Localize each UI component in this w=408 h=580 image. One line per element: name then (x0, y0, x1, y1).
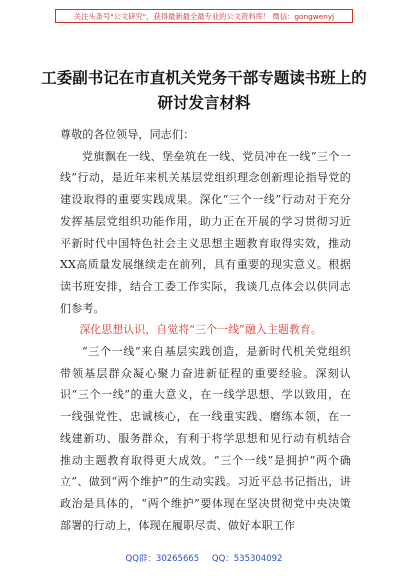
header-banner: 关注头条号"公文研究"，获得最新最全最专业的公文资料库！ 微信：gongwenyj (55, 9, 353, 23)
section-heading: 深化思想认识，自觉将“三个一线”融入主题教育。 (79, 323, 322, 337)
document-body (60, 124, 351, 536)
salutation: 尊敬的各位领导，同志们： (60, 128, 195, 141)
footer-qq-group: QQ群：30265665 (125, 554, 200, 564)
footer-contact (0, 552, 408, 564)
footer-qq: QQ：535304092 (211, 554, 283, 564)
paragraph-intro: 党旗飘在一线、堡垒筑在一线、党员冲在一线“三个一线”行动，是近年来机关基层党组织理念创新理论指导党的建设取得的重要实践成果。深化“三个一线”行动对于充分发挥基层党组织功能作用，助力正在开展的学习贯彻习近平新时代中国特色社会主义思想主题教育取得实效，推动XX高质量发展继续走在前列，具有重要的现实意义。根据读书班安排，结合工委工作实际，我谈几点体会以供同志们参考。 (60, 149, 351, 315)
paragraph-body: “三个一线”来自基层实践创造，是新时代机关党组织带领基层群众凝心聚力奋进新征程的重要经验。深刻认识“三个一线”的重大意义，在一线学思想、学以致用，在一线强党性、忠诚核心，在一线重实践、磨练本领，在一线建新功、服务群众，有利于将学思想和见行动有机结合推动主题教育取得更大成效。“三个一线”是拥护“两个确立”、做到“两个维护”的生动实践。习近平总书记指出，讲政治是具体的，“两个维护”要体现在坚决贯彻党中央决策部署的行动上，体现在履职尽责、做好本职工作 (60, 345, 351, 532)
document-title: 工委副书记在市直机关党务干部专题读书班上的研讨发言材料 (41, 69, 367, 112)
